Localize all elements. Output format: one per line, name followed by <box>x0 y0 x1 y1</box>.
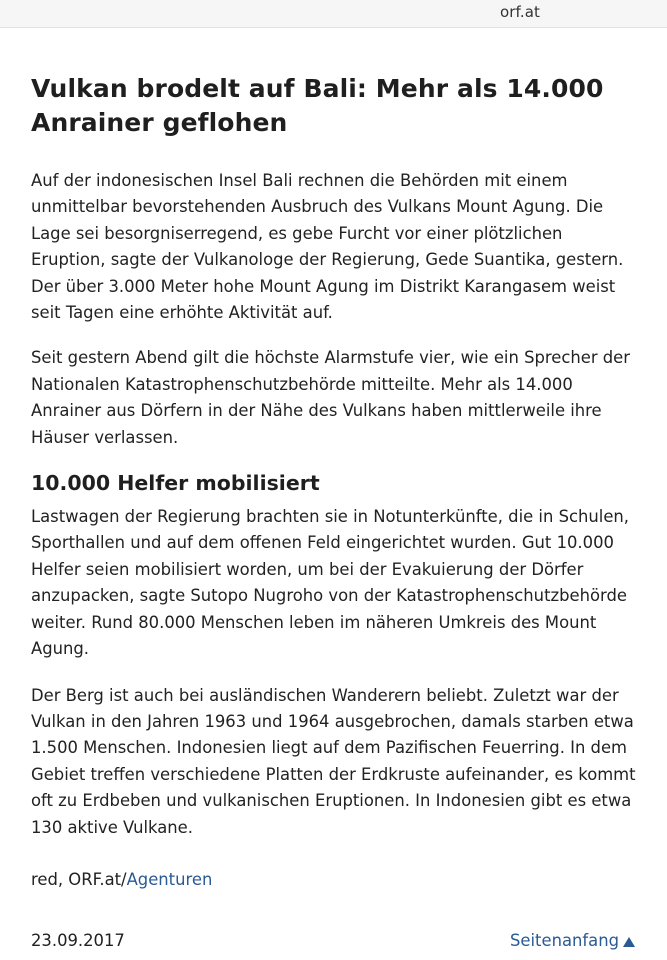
article-paragraph: Auf der indonesischen Insel Bali rechnen die Behörden mit einem unmittelbar bevorstehenden Ausbruch des Vulkans Mount Agung. Die Lage sei besorgniserregend, es gebe Furcht vor einer plötzlichen Eruption, sagte der Vulkanologe der Regierung, Gede Suantika, gestern. Der über 3.000 Meter hohe Mount Agung im Distrikt Karangasem weist seit Tagen eine erhöhte Aktivität auf. <box>31 171 624 323</box>
article-subheading: 10.000 Helfer mobilisiert <box>31 471 320 496</box>
agenturen-link[interactable]: Agenturen <box>126 869 213 889</box>
back-to-top-label: Seitenanfang <box>510 931 619 950</box>
article <box>31 72 641 893</box>
article-paragraph: Lastwagen der Regierung brachten sie in Notunterkünfte, die in Schulen, Sporthallen und auf dem offenen Feld eingerichtet wurden. Gut 10.000 Helfer seien mobilisiert worden, um bei der Evakuierung der Dörfer anzupacken, sagte Sutopo Nugroho von der Katastrophenschutzbehörde weiter. Rund 80.000 Menschen leben im näheren Umkreis des Mount Agung. <box>31 507 630 659</box>
site-domain[interactable]: orf.at <box>500 3 540 21</box>
article-title: Vulkan brodelt auf Bali: Mehr als 14.000 Anrainer geflohen <box>31 74 604 137</box>
article-footer <box>31 928 635 954</box>
browser-address-bar[interactable] <box>0 0 667 28</box>
article-credit <box>31 867 641 893</box>
credit-prefix: red, ORF.at/ <box>31 869 127 889</box>
publish-date: 23.09.2017 <box>31 931 125 950</box>
article-paragraph: Der Berg ist auch bei ausländischen Wanderern beliebt. Zuletzt war der Vulkan in den Jahren 1963 und 1964 ausgebrochen, damals starben etwa 1.500 Menschen. Indonesien liegt auf dem Pazifischen Feuerring. In dem Gebiet treffen verschiedene Platten der Erdkruste aufeinander, es kommt oft zu Erdbeben und vulkanischen Eruptionen. In Indonesien gibt es etwa 130 aktive Vulkane. <box>31 685 636 837</box>
back-to-top-link[interactable] <box>510 928 635 954</box>
article-paragraph: Seit gestern Abend gilt die höchste Alarmstufe vier, wie ein Sprecher der Nationalen Katastrophenschutzbehörde mitteilte. Mehr als 14.000 Anrainer aus Dörfern in der Nähe des Vulkans haben mittlerweile ihre Häuser verlassen. <box>31 348 631 447</box>
arrow-up-icon <box>623 937 635 947</box>
